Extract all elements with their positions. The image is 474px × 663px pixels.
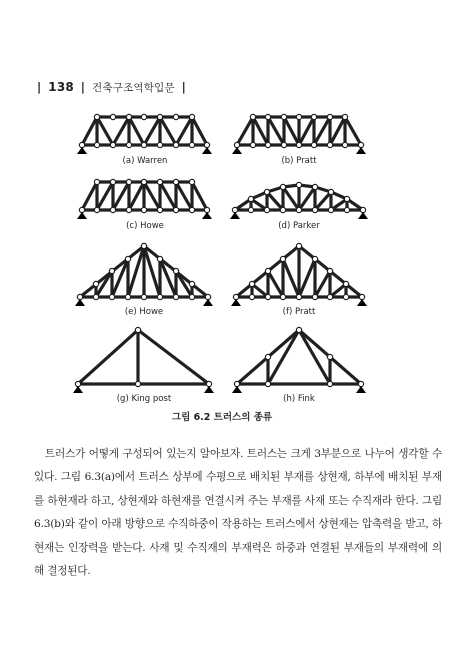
caption-fink: (h) Fink xyxy=(283,394,315,404)
header-separator-right: | xyxy=(181,80,187,94)
caption-howe-e: (e) Howe xyxy=(124,307,164,317)
caption-parker: (d) Parker xyxy=(278,221,320,231)
truss-howe-flat xyxy=(75,179,214,220)
body-paragraph: 트러스가 어떻게 구성되어 있는지 알아보자. 트러스는 크게 3부분으로 나누어 생각할 수 있다. 그림 6.3(a)에서 트러스 상부에 수평으로 배치된 부재를 상현재, 하부에 배치된 부재를 하현재라 하고, 상현재와 하현재를 연결시켜 주는 부재를 사재 또는 수직재라 한다. 그림 6.3(b)와 같이 아래 방향으로 수직하중이 작용하는 트러스에서 상현재는 압축력을 받고, 하현재는 인장력을 받는다. 사재 및 수직재의 부재력은 하중과 연결된 부재들의 부재력에 의해 결정된다. xyxy=(34,448,442,578)
truss-warren xyxy=(75,114,214,155)
truss-parker xyxy=(228,182,370,220)
book-title: 건축구조역학입문 xyxy=(92,82,175,94)
caption-howe-c: (c) Howe xyxy=(126,221,164,231)
caption-warren: (a) Warren xyxy=(122,156,168,166)
caption-king-post: (g) King post xyxy=(116,394,172,404)
truss-howe-pitched xyxy=(73,243,215,307)
truss-king-post xyxy=(71,327,216,394)
figure-caption: 그림 6.2 트러스의 종류 xyxy=(171,412,273,423)
truss-pratt xyxy=(230,114,368,155)
truss-fink xyxy=(230,327,368,394)
body-text xyxy=(34,443,442,583)
page-number: 138 xyxy=(48,80,74,94)
caption-pratt-b: (b) Pratt xyxy=(281,156,317,166)
header-separator-left: | xyxy=(37,80,42,94)
caption-pratt-f: (f) Pratt xyxy=(282,307,316,317)
header-separator-middle: | xyxy=(80,80,86,94)
truss-pratt-pitched xyxy=(229,243,369,307)
